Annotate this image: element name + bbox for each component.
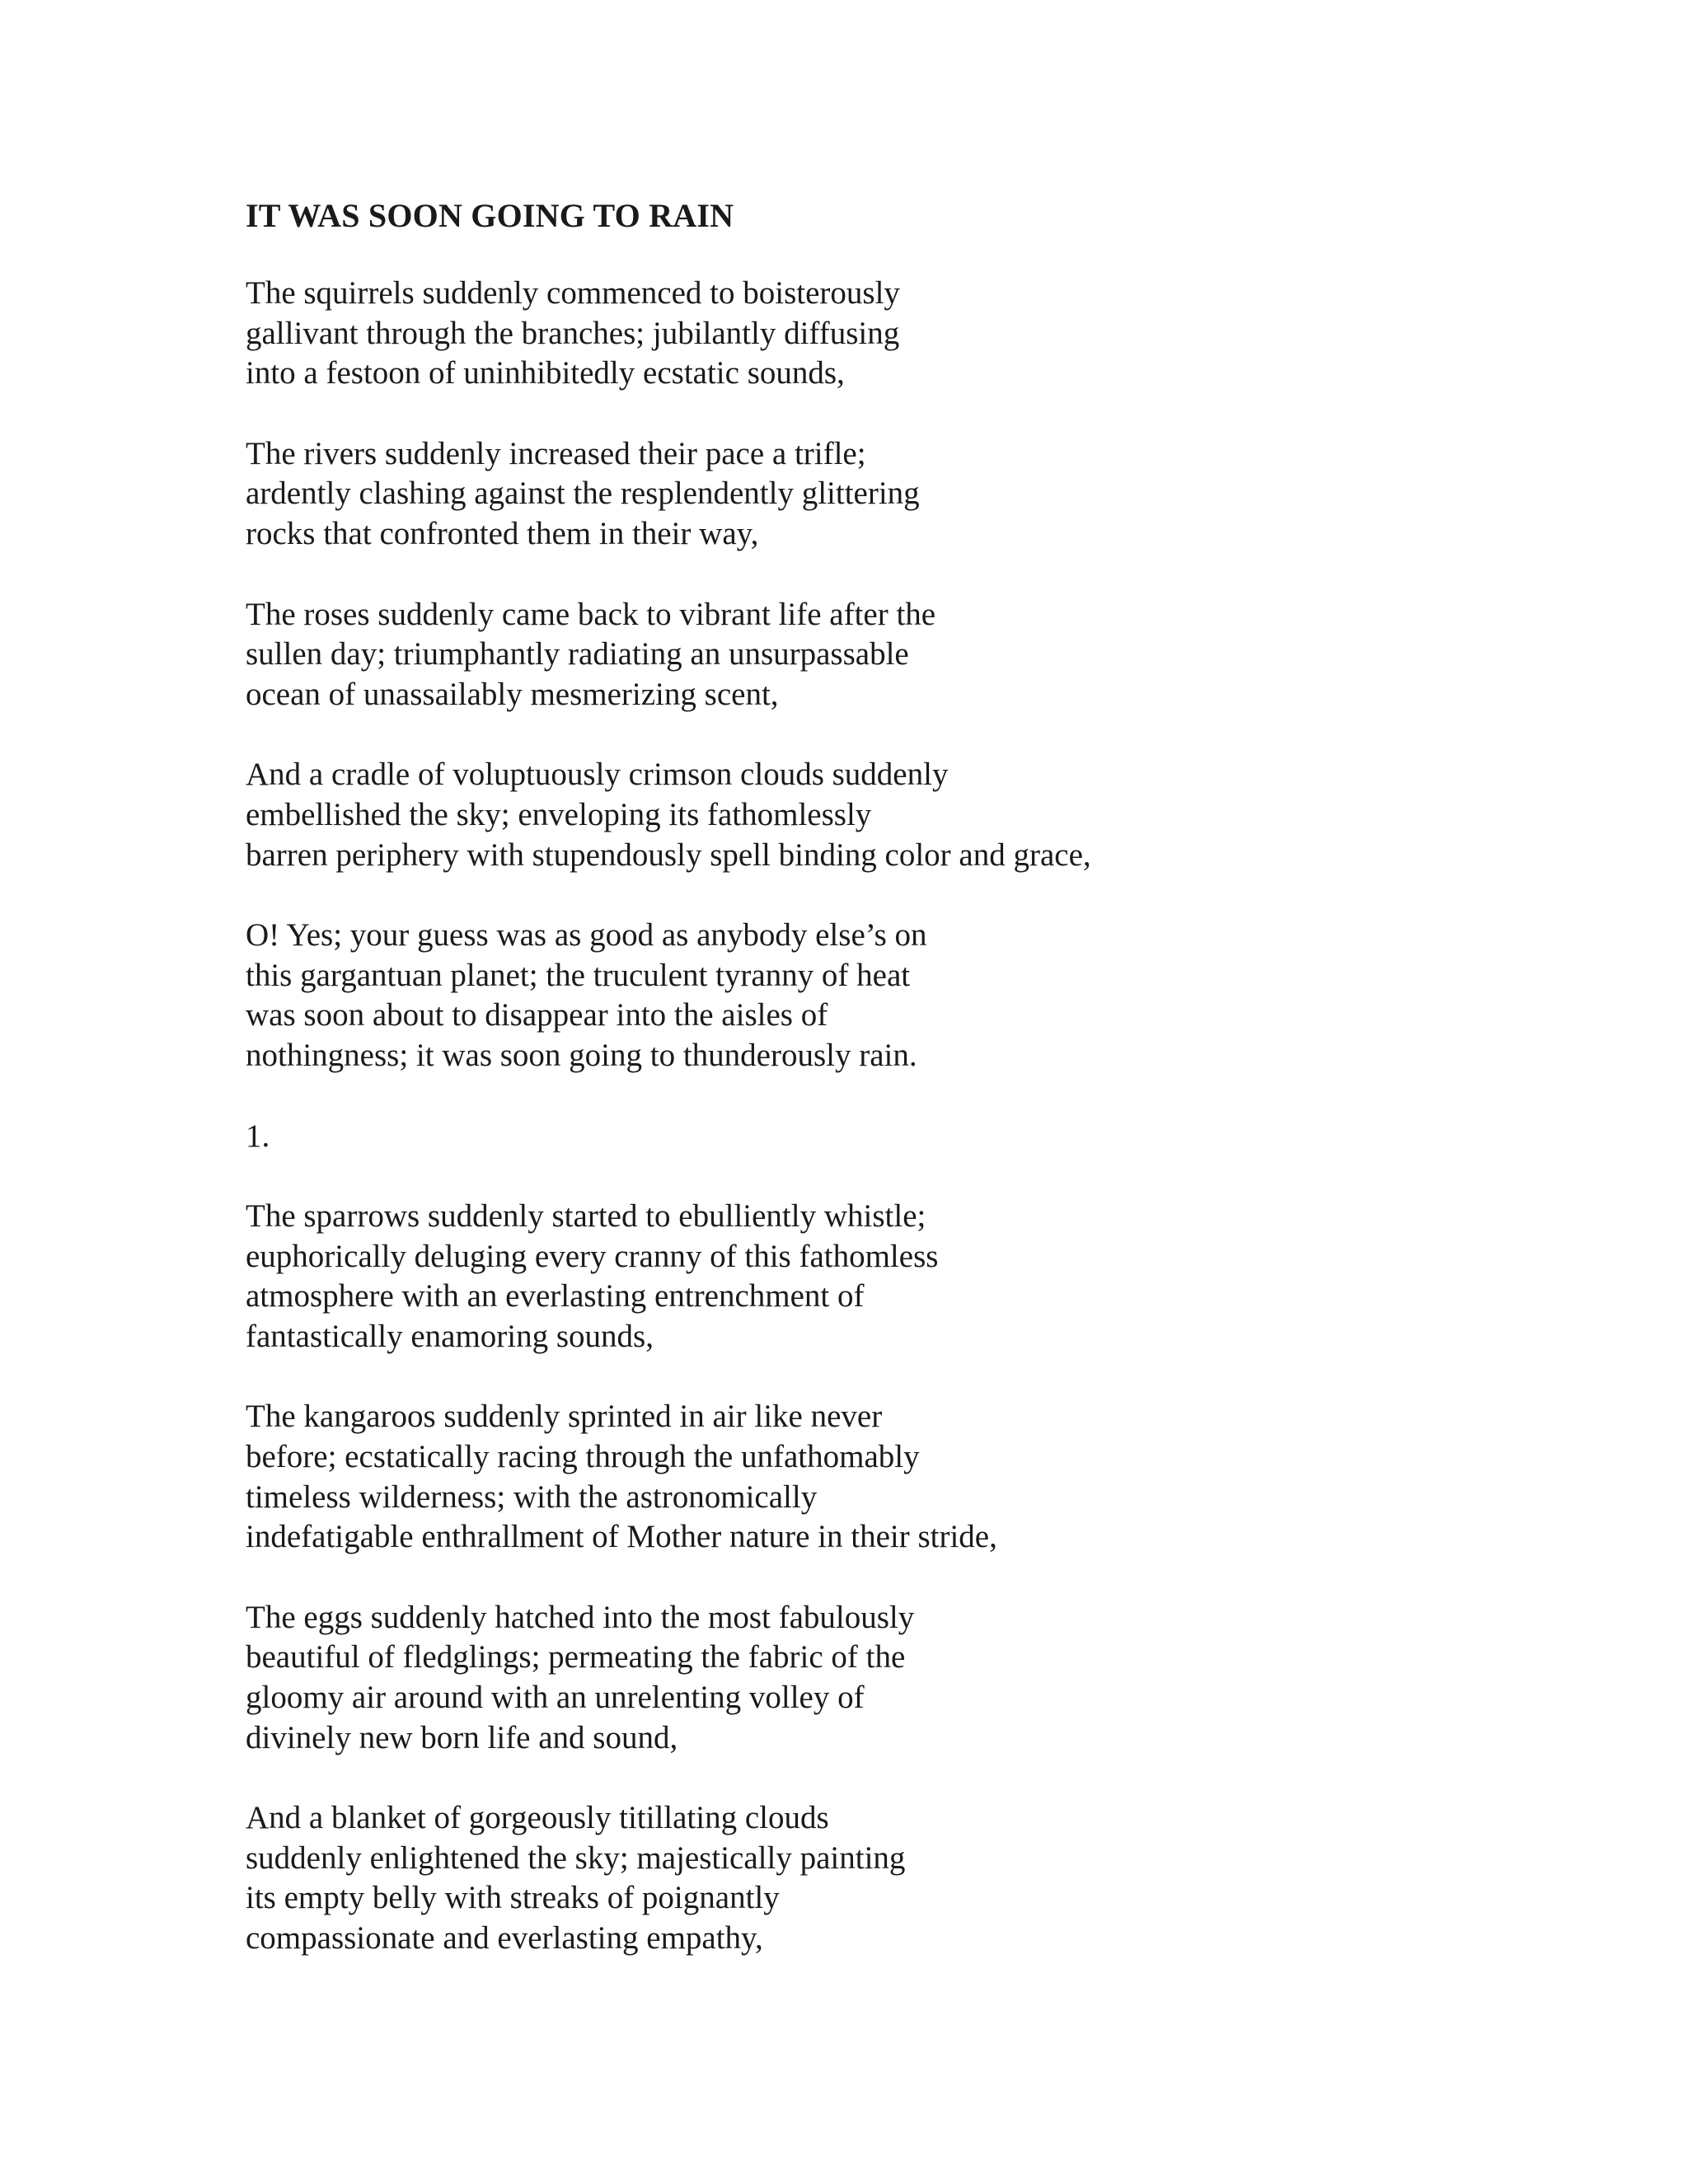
poem-line: divinely new born life and sound, bbox=[246, 1719, 678, 1755]
stanza bbox=[246, 1197, 1581, 1357]
poem-line: The sparrows suddenly started to ebulliently whistle; bbox=[246, 1198, 926, 1235]
poem-line: before; ecstatically racing through the unfathomably bbox=[246, 1439, 920, 1475]
section-number: 1. bbox=[246, 1118, 270, 1154]
poem-line: And a blanket of gorgeously titillating clouds bbox=[246, 1800, 829, 1836]
poem-part-2 bbox=[246, 1197, 1581, 1959]
poem-line: fantastically enamoring sounds, bbox=[246, 1318, 654, 1354]
poem-line: ardently clashing against the resplendently glittering bbox=[246, 476, 920, 512]
poem-line: The squirrels suddenly commenced to boisterously bbox=[246, 275, 900, 311]
poem-line: compassionate and everlasting empathy, bbox=[246, 1920, 763, 1956]
poem-line: into a festoon of uninhibitedly ecstatic sounds, bbox=[246, 355, 845, 391]
poem-title: IT WAS SOON GOING TO RAIN bbox=[246, 197, 734, 234]
stanza bbox=[246, 595, 1581, 715]
poem-line: gallivant through the branches; jubilantly diffusing bbox=[246, 315, 900, 351]
poem-line: its empty belly with streaks of poignantly bbox=[246, 1880, 780, 1916]
stanza bbox=[246, 916, 1581, 1076]
stanza bbox=[246, 755, 1581, 875]
poem-line: timeless wilderness; with the astronomically bbox=[246, 1479, 818, 1515]
poem-line: rocks that confronted them in their way, bbox=[246, 515, 759, 551]
stanza bbox=[246, 434, 1581, 555]
poem-line: atmosphere with an everlasting entrenchment of bbox=[246, 1278, 865, 1315]
poem-line: suddenly enlightened the sky; majestically painting bbox=[246, 1840, 906, 1876]
stanza bbox=[246, 1397, 1581, 1557]
stanza bbox=[246, 274, 1581, 394]
stanza bbox=[246, 1798, 1581, 1958]
poem-line: The rivers suddenly increased their pace a trifle; bbox=[246, 435, 866, 471]
poem-line: beautiful of fledglings; permeating the fabric of the bbox=[246, 1639, 906, 1675]
poem-line: nothingness; it was soon going to thunderously rain. bbox=[246, 1037, 917, 1073]
poem-line: O! Yes; your guess was as good as anybody else’s on bbox=[246, 917, 927, 954]
document-page bbox=[246, 194, 1581, 1999]
poem-line: The roses suddenly came back to vibrant life after the bbox=[246, 596, 936, 632]
poem-line: this gargantuan planet; the truculent tyranny of heat bbox=[246, 957, 911, 993]
poem-line: barren periphery with stupendously spell binding color and grace, bbox=[246, 837, 1091, 873]
poem-line: was soon about to disappear into the aisles of bbox=[246, 997, 828, 1033]
poem-line: The eggs suddenly hatched into the most fabulously bbox=[246, 1599, 915, 1635]
poem-line: gloomy air around with an unrelenting volley of bbox=[246, 1680, 865, 1716]
poem-line: sullen day; triumphantly radiating an unsurpassable bbox=[246, 636, 909, 673]
poem-line: ocean of unassailably mesmerizing scent, bbox=[246, 676, 779, 712]
poem-line: And a cradle of voluptuously crimson clouds suddenly bbox=[246, 757, 949, 793]
poem-part-1 bbox=[246, 274, 1581, 1076]
poem-line: The kangaroos suddenly sprinted in air like never bbox=[246, 1399, 883, 1435]
poem-line: embellished the sky; enveloping its fathomlessly bbox=[246, 796, 872, 832]
poem-line: indefatigable enthrallment of Mother nature in their stride, bbox=[246, 1519, 997, 1555]
poem-line: euphorically deluging every cranny of this fathomless bbox=[246, 1238, 939, 1274]
stanza bbox=[246, 1598, 1581, 1758]
